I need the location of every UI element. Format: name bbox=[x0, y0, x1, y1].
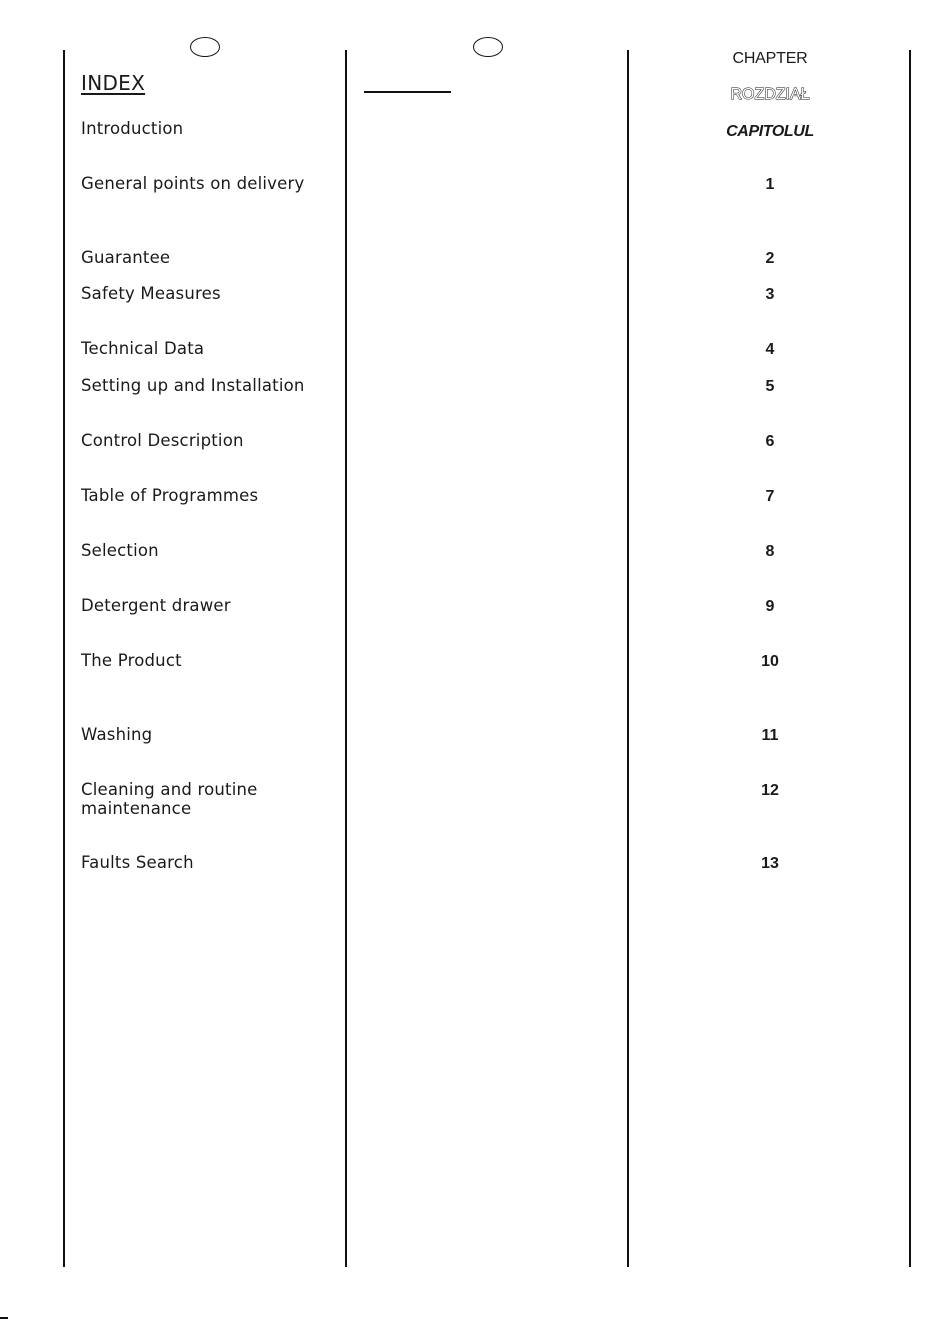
chapter-number: 9 bbox=[765, 598, 775, 615]
chapter-number: 2 bbox=[765, 250, 775, 267]
language-oval-icon bbox=[473, 37, 503, 57]
chapter-number: 8 bbox=[765, 543, 775, 560]
chapter-number: 3 bbox=[765, 286, 775, 303]
chapter-number: 12 bbox=[761, 782, 779, 799]
index-entry-title: Setting up and Installation bbox=[81, 376, 305, 395]
index-entry-title: Cleaning and routine maintenance bbox=[81, 780, 258, 818]
chapter-number: 1 bbox=[765, 176, 775, 193]
chapter-number: 10 bbox=[761, 653, 779, 670]
chapter-number: 5 bbox=[765, 378, 775, 395]
chapter-header-polish: ROZDZIAŁ bbox=[730, 86, 810, 103]
index-entry-title: Technical Data bbox=[81, 339, 205, 358]
crop-mark bbox=[0, 1317, 8, 1319]
chapter-header-english: CHAPTER bbox=[732, 50, 808, 67]
chapter-number: 6 bbox=[765, 433, 775, 450]
chapter-number: 7 bbox=[765, 488, 775, 505]
column-rule-middle-right bbox=[627, 50, 629, 1267]
index-entry-title: Guarantee bbox=[81, 248, 171, 267]
column-rule-right bbox=[909, 50, 911, 1267]
index-entry-title: Washing bbox=[81, 725, 153, 744]
index-entry-title: Table of Programmes bbox=[81, 486, 259, 505]
blank-title-underline bbox=[364, 91, 451, 93]
chapter-number: 13 bbox=[761, 855, 779, 872]
index-title: INDEX bbox=[81, 71, 146, 95]
column-rule-left bbox=[63, 50, 65, 1267]
index-entry-title: The Product bbox=[81, 651, 182, 670]
index-entry-title: Control Description bbox=[81, 431, 244, 450]
index-entry-title: Faults Search bbox=[81, 853, 194, 872]
index-entry-title: Safety Measures bbox=[81, 284, 221, 303]
index-entry-title: General points on delivery bbox=[81, 174, 305, 193]
index-entry-title: Detergent drawer bbox=[81, 596, 231, 615]
chapter-number: 4 bbox=[765, 341, 775, 358]
chapter-header-romanian: CAPITOLUL bbox=[726, 123, 814, 140]
column-rule-middle-left bbox=[345, 50, 347, 1267]
index-entry-title: Selection bbox=[81, 541, 159, 560]
chapter-number: 11 bbox=[761, 727, 779, 744]
language-oval-icon bbox=[190, 37, 220, 57]
index-entry-introduction: Introduction bbox=[81, 119, 184, 138]
